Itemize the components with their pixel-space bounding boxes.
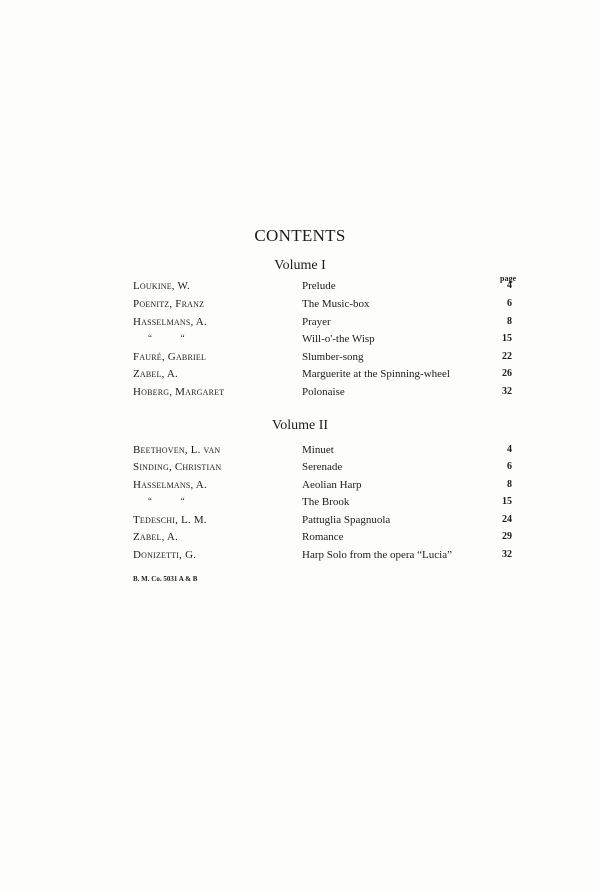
page-number: 15: [502, 496, 512, 507]
page-number: 6: [507, 461, 512, 472]
composer: Poenitz, Franz: [133, 298, 205, 310]
page-title: CONTENTS: [254, 226, 346, 245]
piece-title: Pattuglia Spagnuola: [302, 514, 391, 526]
toc-entry: [0, 444, 600, 461]
page-number: 32: [502, 386, 512, 397]
page-number: 29: [502, 531, 512, 542]
composer: Zabel, A.: [133, 531, 178, 543]
composer: Beethoven, L. van: [133, 444, 221, 456]
page-number: 32: [502, 549, 512, 560]
page-number: 26: [502, 368, 512, 379]
toc-entry: [0, 514, 600, 531]
toc-entry: [0, 386, 600, 403]
piece-title: Minuet: [302, 444, 334, 456]
piece-title: The Brook: [302, 496, 350, 508]
toc-entry: [0, 531, 600, 548]
toc-entry: [0, 316, 600, 333]
page-number: 4: [507, 444, 512, 455]
piece-title: Prayer: [302, 316, 331, 328]
piece-title: Aeolian Harp: [302, 479, 362, 491]
piece-title: Slumber-song: [302, 351, 364, 363]
ditto-marks: “ “: [148, 496, 185, 506]
toc-entry: [0, 280, 600, 297]
ditto-marks: “ “: [148, 333, 185, 343]
page-number: 8: [507, 479, 512, 490]
toc-entry: [0, 298, 600, 315]
composer: Tedeschi, L. M.: [133, 514, 207, 526]
page-number: 4: [507, 280, 512, 291]
piece-title: Romance: [302, 531, 344, 543]
toc-entry: [0, 549, 600, 566]
page-number: 15: [502, 333, 512, 344]
toc-entry: [0, 479, 600, 496]
piece-title: Serenade: [302, 461, 343, 473]
composer: Sinding, Christian: [133, 461, 222, 473]
volume-1-heading: Volume I: [274, 258, 326, 273]
composer: Donizetti, G.: [133, 549, 197, 561]
toc-entry: [0, 368, 600, 385]
toc-entry: [0, 461, 600, 478]
composer: Zabel, A.: [133, 368, 178, 380]
composer: Hasselmans, A.: [133, 479, 207, 491]
piece-title: Harp Solo from the opera “Lucia”: [302, 549, 452, 561]
composer: Hasselmans, A.: [133, 316, 207, 328]
page-column-header: page: [500, 274, 516, 283]
composer: Hoberg, Margaret: [133, 386, 225, 398]
publisher-catalog-number: B. M. Co. 5031 A & B: [133, 575, 198, 583]
page-number: 8: [507, 316, 512, 327]
volume-2-heading: Volume II: [271, 418, 329, 433]
toc-entry: [0, 333, 600, 350]
piece-title: Marguerite at the Spinning-wheel: [302, 368, 450, 380]
page-number: 6: [507, 298, 512, 309]
piece-title: Will-o'-the Wisp: [302, 333, 375, 345]
page-number: 24: [502, 514, 512, 525]
piece-title: Polonaise: [302, 386, 345, 398]
toc-entry: [0, 496, 600, 513]
page-number: 22: [502, 351, 512, 362]
piece-title: Prelude: [302, 280, 336, 292]
composer: Loukine, W.: [133, 280, 191, 292]
composer: Fauré, Gabriel: [133, 351, 207, 363]
piece-title: The Music-box: [302, 298, 370, 310]
toc-entry: [0, 351, 600, 368]
